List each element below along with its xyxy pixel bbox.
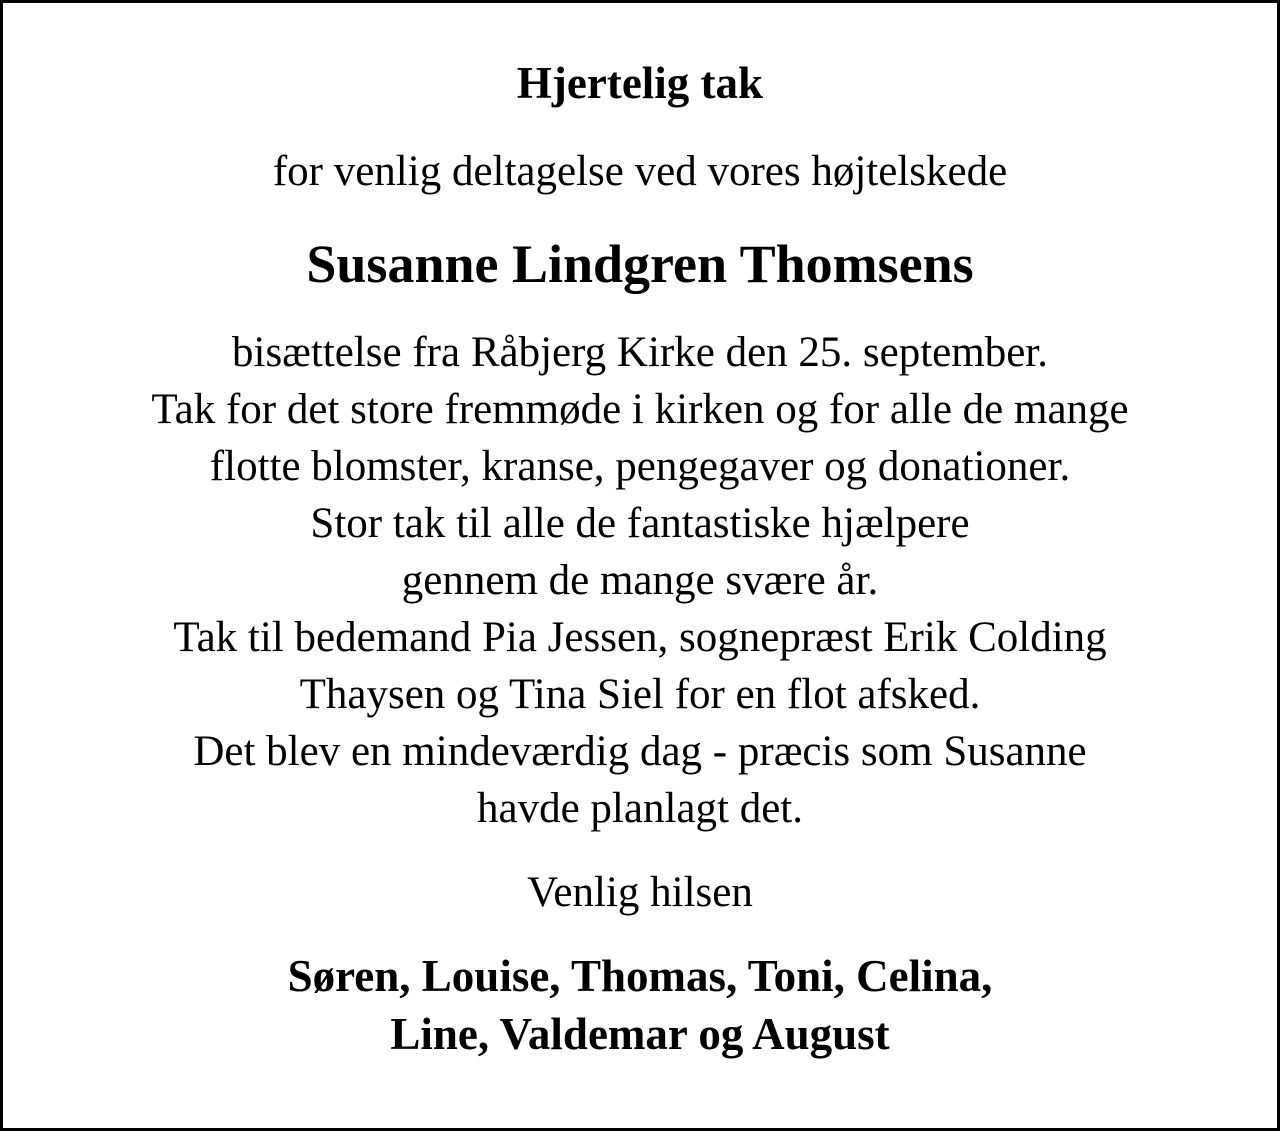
signature-line: Søren, Louise, Thomas, Toni, Celina, [287, 951, 993, 1001]
body-line: Tak til bedemand Pia Jessen, sognepræst Erik Colding [173, 614, 1107, 661]
body-line: flotte blomster, kranse, pengegaver og donationer. [209, 443, 1071, 490]
body-line: Tak for det store fremmøde i kirken og for alle de mange [151, 386, 1129, 433]
body-line: Thaysen og Tina Siel for en flot afsked. [299, 671, 981, 718]
body-line: havde planlagt det. [477, 785, 803, 832]
body-line: Stor tak til alle de fantastiske hjælpere [310, 500, 970, 547]
body-line: bisættelse fra Råbjerg Kirke den 25. september. [232, 329, 1048, 376]
body-line: Det blev en mindeværdig dag - præcis som Susanne [193, 728, 1087, 775]
signature-line: Line, Valdemar og August [390, 1009, 890, 1059]
notice-subheading: for venlig deltagelse ved vores højtelskede [272, 148, 1008, 195]
body-line: gennem de mange svære år. [401, 557, 879, 604]
deceased-name: Susanne Lindgren Thomsens [306, 234, 974, 294]
notice-heading: Hjertelig tak [516, 58, 764, 108]
greeting: Venlig hilsen [527, 869, 753, 916]
